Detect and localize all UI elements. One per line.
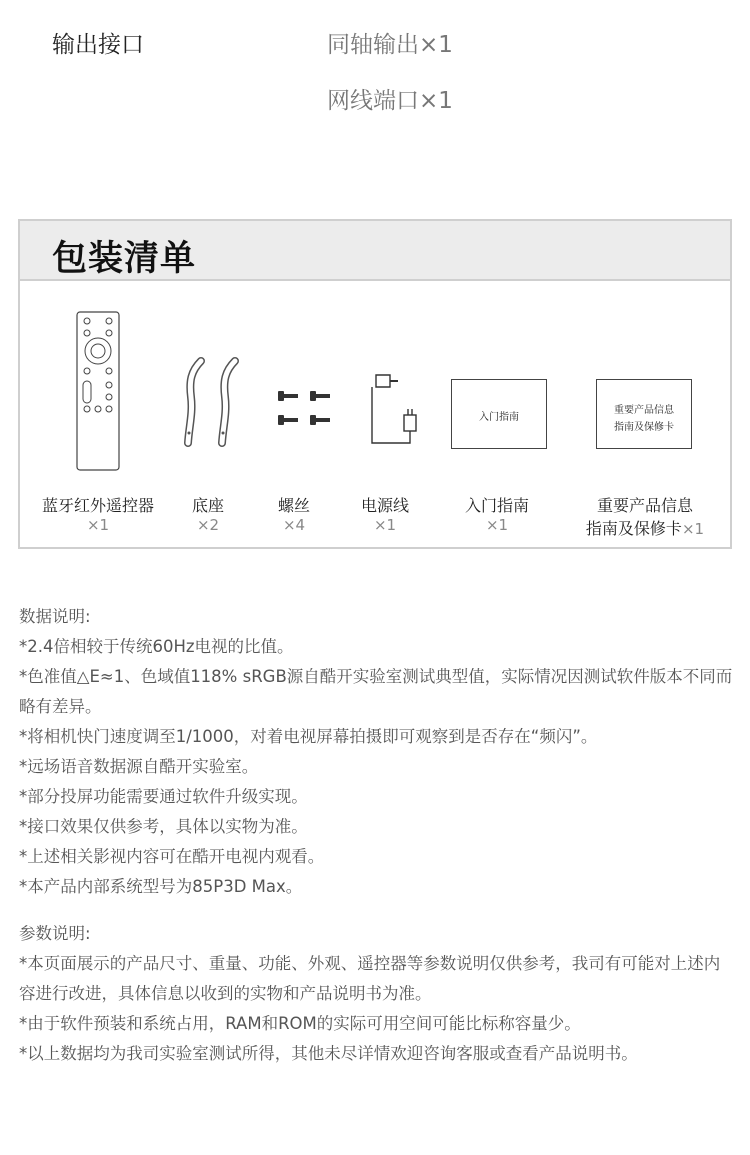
data-note-line: *将相机快门速度调至1/1000，对着电视屏幕拍摄即可观察到是否存在“频闪”。 [19,727,598,746]
item-name: 螺丝 [277,496,310,515]
param-note-line: *由于软件预装和系统占用，RAM和ROM的实际可用空间可能比标称容量少。 [19,1014,581,1033]
item-power-cord [348,493,422,534]
item-qty: ×1 [373,516,397,534]
screws-icon [276,387,338,433]
param-notes-heading: 参数说明: [19,924,91,943]
output-interface-section [0,0,750,114]
item-name: 蓝牙红外遥控器 [41,496,154,515]
data-note-line: *2.4倍相较于传统60Hz电视的比值。 [19,637,294,656]
data-note-line: *部分投屏功能需要通过软件升级实现。 [19,787,308,806]
param-notes [19,919,734,1069]
item-screws [264,493,324,534]
item-qty: ×2 [196,516,220,534]
item-qty: ×4 [282,516,306,534]
item-qty: ×1 [86,516,110,534]
item-name: 入门指南 [464,496,529,515]
warranty-card-icon [596,379,692,449]
stand-icon [183,357,253,447]
param-note-line: *本页面展示的产品尺寸、重量、功能、外观、遥控器等参数说明仅供参考，我司有可能对上述内容进行改进，具体信息以收到的实物和产品说明书为准。 [19,954,721,1003]
item-stand [178,493,238,534]
quick-guide-card-text: 入门指南 [479,412,519,423]
data-note-line: *接口效果仅供参考，具体以实物为准。 [19,817,308,836]
item-quick-guide [452,493,542,534]
quick-guide-icon [451,379,547,449]
data-note-line: *色准值△E≈1、色域值118% sRGB源自酷开实验室测试典型值，实际情况因测试软件版本不同而略有差异。 [19,667,733,716]
data-note-line: *本产品内部系统型号为85P3D Max。 [19,877,303,896]
data-note-line: *上述相关影视内容可在酷开电视内观看。 [19,847,325,866]
item-name-second: 指南及保修卡 [585,519,682,538]
data-notes [19,602,734,902]
output-interface-label: 输出接口 [52,32,144,58]
item-name: 重要产品信息 [596,496,693,515]
warranty-card-text-line1: 重要产品信息 [614,405,674,416]
power-cord-icon [368,371,424,451]
data-notes-heading: 数据说明: [19,607,91,626]
item-qty: ×1 [485,516,509,534]
output-value-ethernet: 网线端口×1 [327,88,453,114]
packing-list-box [18,219,732,549]
param-note-line: *以上数据均为我司实验室测试所得，其他未尽详情欢迎咨询客服或查看产品说明书。 [19,1044,638,1063]
packing-list-header [20,221,730,281]
packing-list-title: 包装清单 [52,239,197,279]
item-remote [28,493,168,534]
output-value-coaxial: 同轴输出×1 [327,32,453,58]
item-name: 底座 [191,496,224,515]
data-note-line: *远场语音数据源自酷开实验室。 [19,757,259,776]
item-warranty-card [570,493,720,539]
item-qty: ×1 [681,520,705,538]
item-name-line2 [570,516,720,539]
warranty-card-text-line2: 指南及保修卡 [614,422,674,433]
item-name: 电源线 [360,496,409,515]
remote-control-icon [76,311,120,471]
